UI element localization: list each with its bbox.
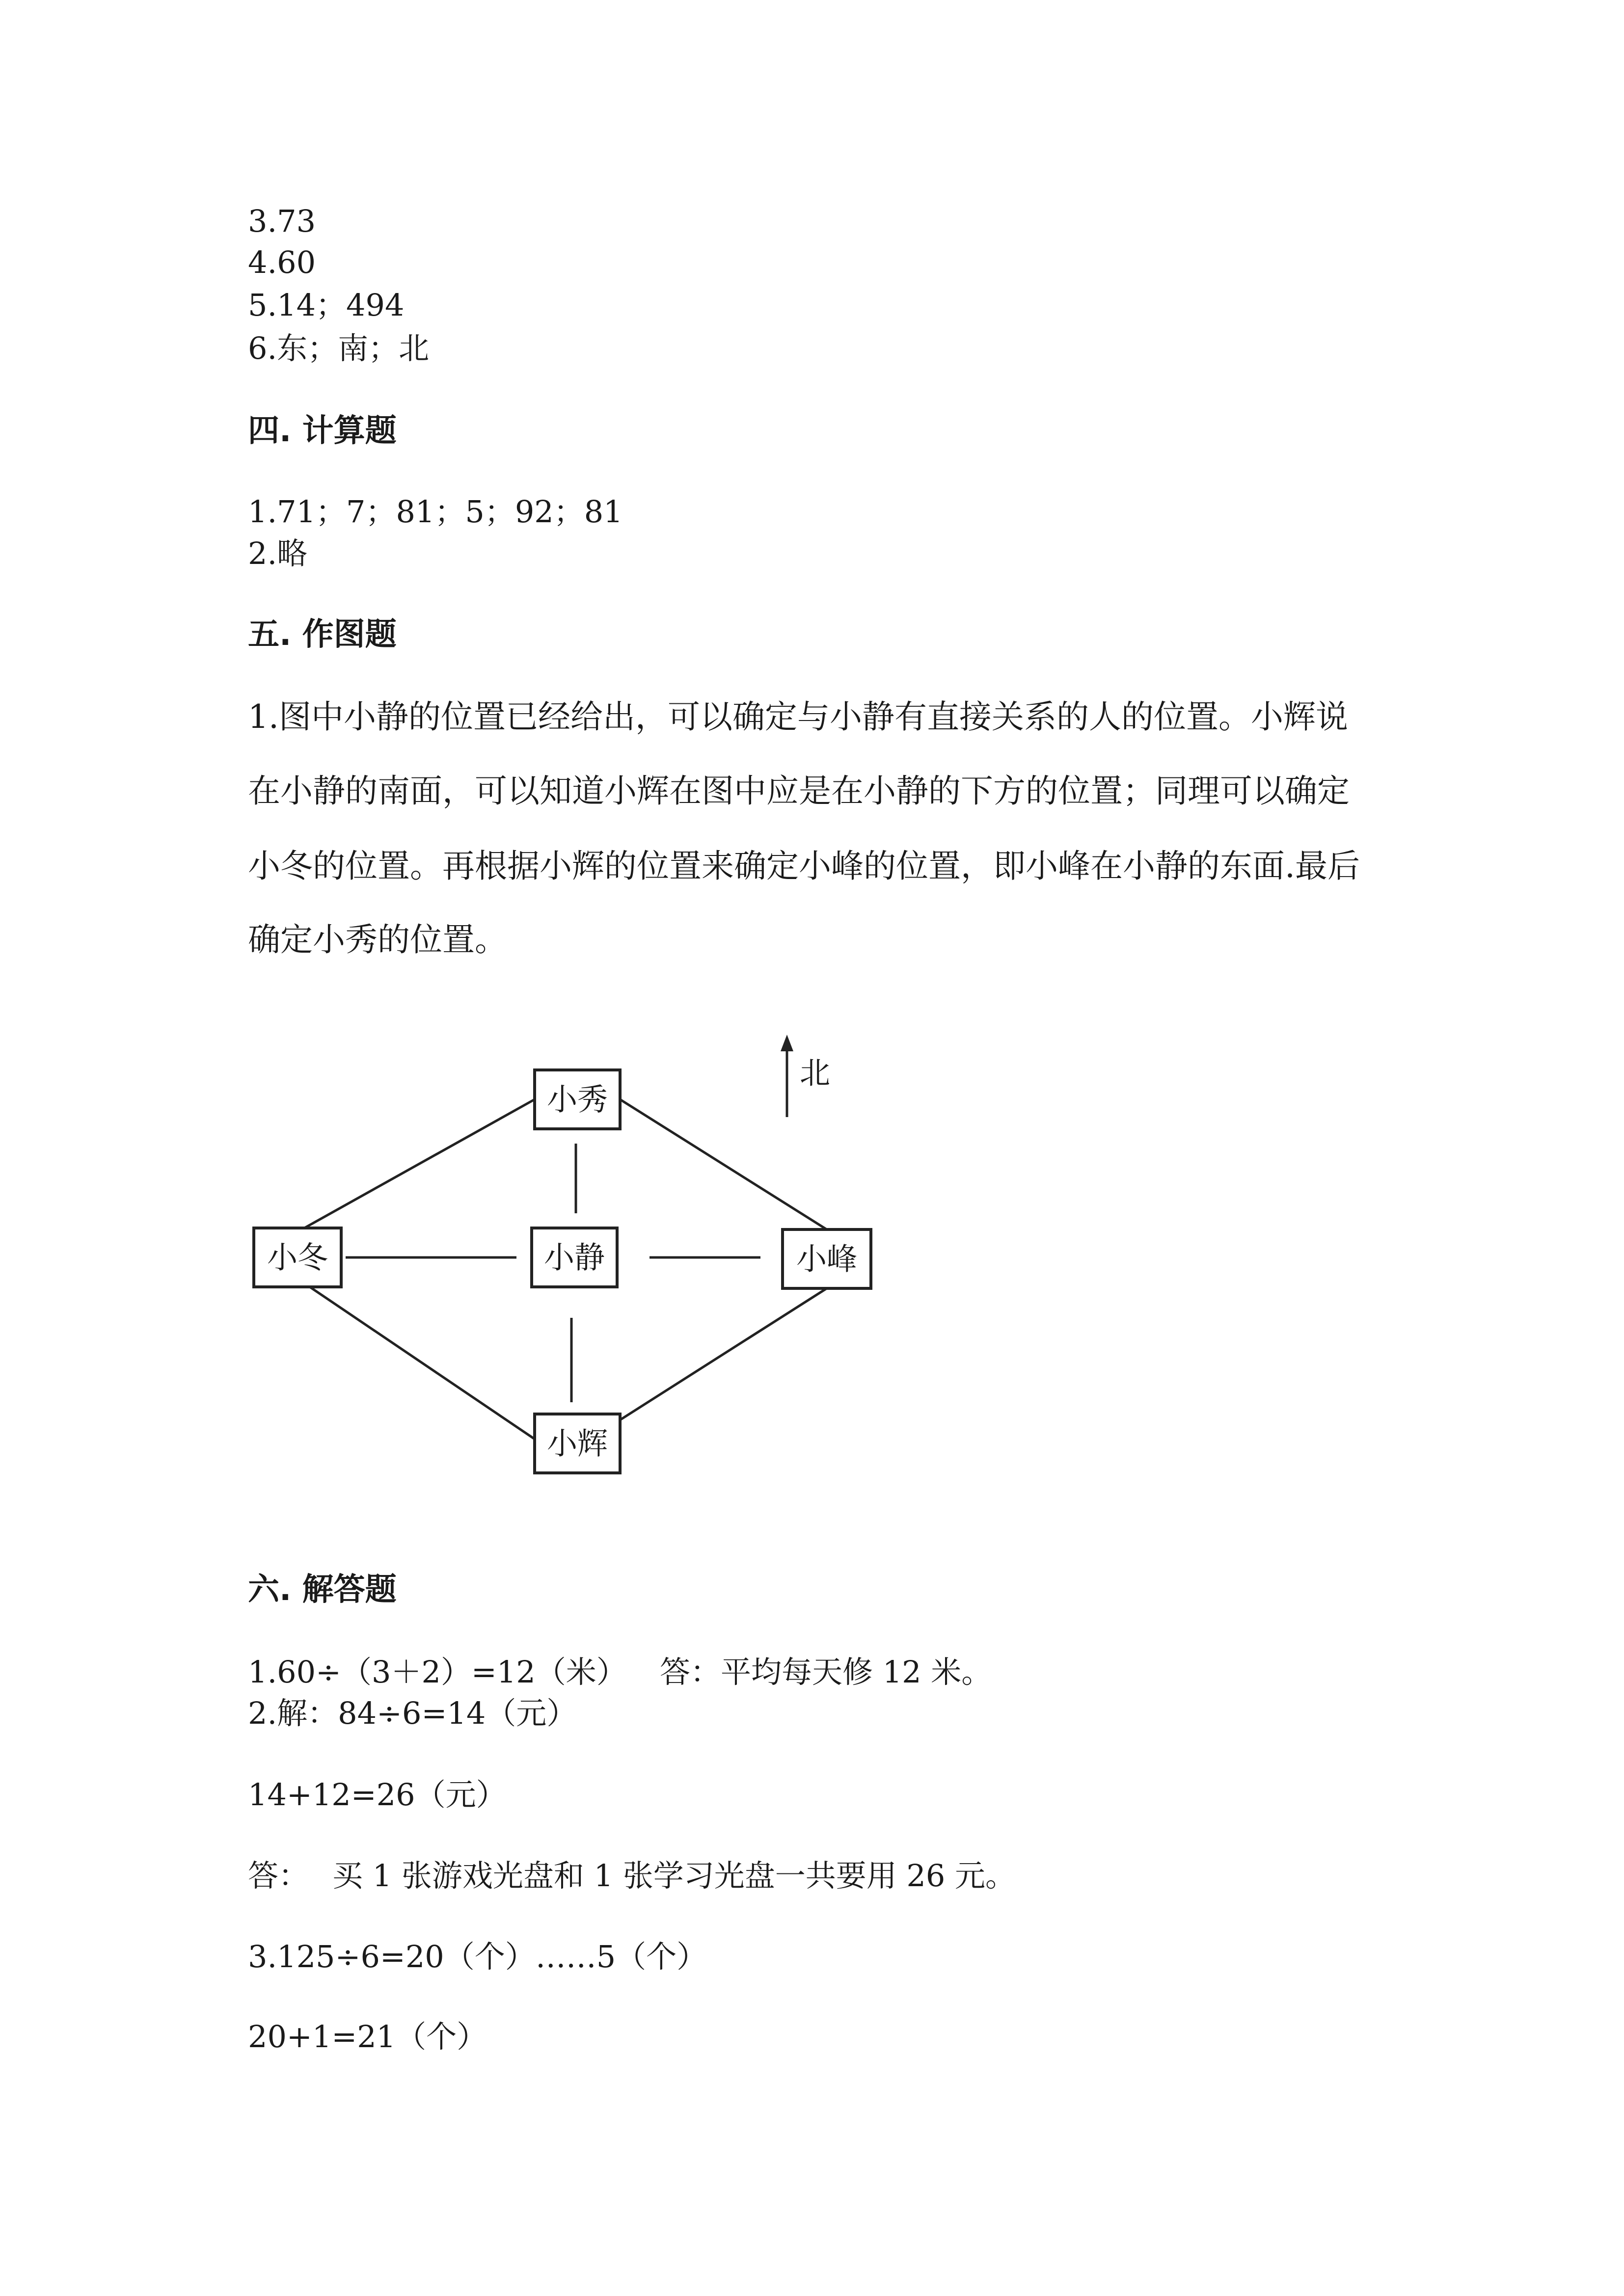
q2-answer-prefix: 答： xyxy=(248,1858,309,1894)
link-west-south xyxy=(310,1287,535,1439)
explanation-line-1: 1.图中小静的位置已经给出，可以确定与小静有直接关系的人的位置。小辉说 xyxy=(248,698,1348,736)
answer-line-5: 5.14；494 xyxy=(248,287,405,323)
explanation-line-2: 在小静的南面，可以知道小辉在图中应是在小静的下方的位置；同理可以确定 xyxy=(248,772,1350,810)
link-north-east xyxy=(620,1099,827,1229)
q1-work: 1.60÷（3＋2）=12（米） xyxy=(248,1654,627,1690)
q3-work: 3.125÷6=20（个）……5（个） xyxy=(248,1939,707,1975)
answer-line-4: 4.60 xyxy=(248,244,316,280)
link-north-west xyxy=(304,1099,535,1228)
answer-line-3: 3.73 xyxy=(248,203,316,239)
q2-work: 2.解：84÷6=14（元） xyxy=(248,1695,577,1731)
north-arrow-icon xyxy=(781,1035,793,1051)
position-diagram xyxy=(236,1021,923,1492)
q2-step2: 14+12=26（元） xyxy=(248,1777,507,1813)
node-label-west: 小冬 xyxy=(267,1239,328,1276)
explanation-line-4: 确定小秀的位置。 xyxy=(248,921,507,959)
section-4-answer-2: 2.略 xyxy=(248,535,308,571)
section-4-heading: 四. 计算题 xyxy=(248,413,397,449)
node-label-east: 小峰 xyxy=(796,1241,858,1277)
north-label: 北 xyxy=(799,1055,831,1091)
explanation-line-3: 小冬的位置。再根据小辉的位置来确定小峰的位置，即小峰在小静的东面.最后 xyxy=(248,847,1360,885)
node-label-north: 小秀 xyxy=(546,1081,608,1118)
section-5-heading: 五. 作图题 xyxy=(248,616,397,653)
node-label-south: 小辉 xyxy=(546,1425,608,1462)
node-label-center: 小静 xyxy=(543,1239,605,1276)
q2-answer: 买 1 张游戏光盘和 1 张学习光盘一共要用 26 元。 xyxy=(332,1858,1016,1894)
q3-step2: 20+1=21（个） xyxy=(248,2019,487,2055)
link-east-south xyxy=(620,1288,827,1420)
answer-line-6: 6.东；南；北 xyxy=(248,330,430,366)
q1-answer: 答：平均每天修 12 米。 xyxy=(660,1654,992,1690)
section-4-answer-1: 1.71；7；81；5；92；81 xyxy=(248,494,623,530)
section-6-heading: 六. 解答题 xyxy=(248,1572,397,1608)
